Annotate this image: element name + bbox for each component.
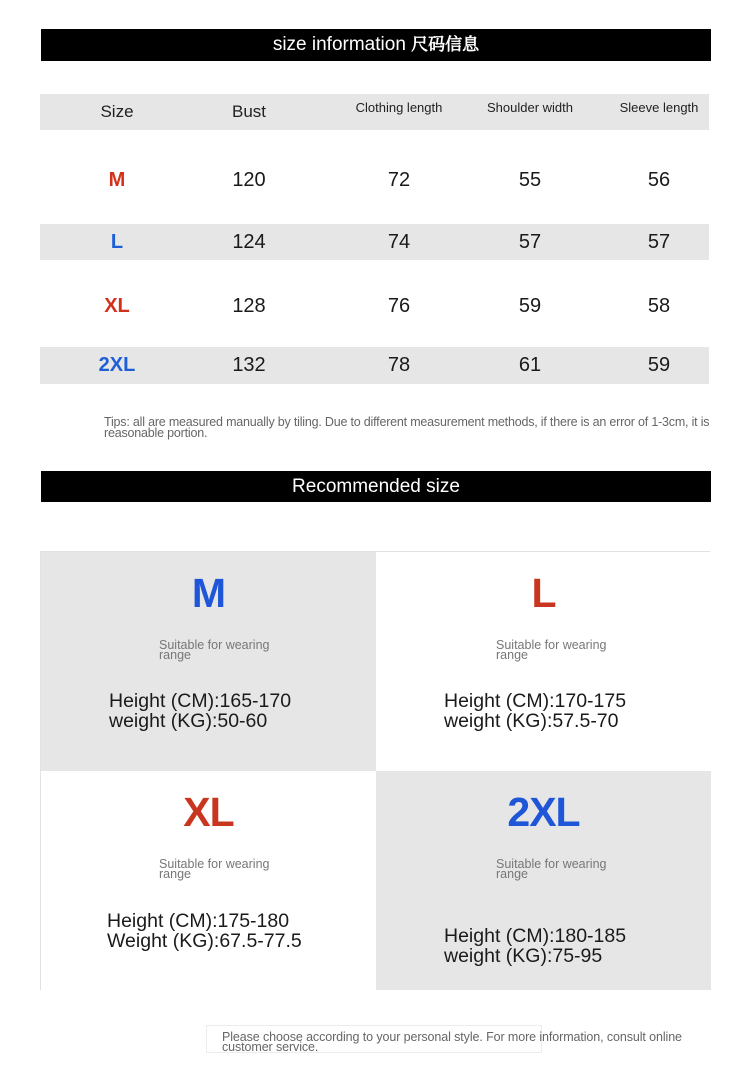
card-weight: weight (KG):75-95	[444, 945, 603, 967]
row-shoulder-width: 55	[518, 168, 542, 191]
recommended-size-header	[41, 471, 711, 502]
size-information-cjk-title: 尺码信息	[411, 35, 480, 55]
card-suitable-text: Suitable for wearing range	[159, 857, 270, 881]
row-sleeve-length: 58	[647, 294, 671, 317]
row-clothing-length: 78	[387, 354, 411, 376]
card-suitable-text: Suitable for wearing range	[159, 638, 270, 662]
row-clothing-length: 74	[387, 230, 411, 253]
card-height: Height (CM):180-185	[444, 925, 627, 947]
card-size-label: 2XL	[507, 789, 580, 835]
recommendation-grid	[40, 551, 710, 990]
recommended-size-title: Recommended size	[292, 476, 460, 497]
measurement-tips: Tips: all are measured manually by tiling. Due to different measurement methods, if there is an error of 1-3cm, it is reasonable portion.	[104, 415, 710, 440]
header-clothing-length: Clothing length	[355, 100, 443, 115]
row-size: 2XL	[98, 354, 136, 376]
header-bust: Bust	[231, 102, 267, 121]
row-bust: 124	[232, 230, 266, 253]
card-suitable-text: Suitable for wearing range	[496, 857, 607, 881]
row-size: XL	[104, 294, 130, 317]
row-bust: 128	[232, 294, 266, 317]
card-weight: weight (KG):50-60	[109, 710, 268, 732]
header-sleeve-length: Sleeve length	[619, 100, 699, 115]
header-shoulder-width: Shoulder width	[487, 100, 573, 115]
size-information-title: size information	[272, 34, 412, 55]
row-bust: 120	[232, 168, 266, 191]
table-header-row	[40, 94, 709, 130]
row-shoulder-width: 57	[518, 230, 542, 253]
row-clothing-length: 72	[387, 168, 411, 191]
card-weight: weight (KG):57.5-70	[444, 710, 619, 732]
recommend-card-m	[41, 552, 376, 771]
row-sleeve-length: 59	[647, 354, 671, 376]
card-size-label: XL	[183, 789, 234, 835]
row-shoulder-width: 59	[518, 294, 542, 317]
row-sleeve-length: 57	[647, 230, 671, 253]
header-size: Size	[100, 102, 134, 121]
row-size: M	[108, 168, 126, 191]
table-row	[40, 162, 709, 198]
row-clothing-length: 76	[387, 294, 411, 317]
size-information-header	[41, 29, 711, 61]
card-height: Height (CM):165-170	[109, 690, 292, 712]
recommend-card-xl	[41, 771, 376, 990]
card-size-label: M	[191, 570, 226, 616]
recommend-card-2xl	[376, 771, 711, 990]
size-table	[40, 94, 709, 384]
card-size-label: L	[531, 570, 556, 616]
card-height: Height (CM):175-180	[107, 910, 290, 932]
row-bust: 132	[232, 354, 266, 376]
table-row	[40, 347, 709, 384]
row-shoulder-width: 61	[518, 354, 542, 376]
footer-note: Please choose according to your personal style. For more information, consult online customer service.	[222, 1030, 682, 1054]
card-suitable-text: Suitable for wearing range	[496, 638, 607, 662]
table-row	[40, 288, 709, 324]
row-size: L	[110, 230, 124, 253]
card-weight: Weight (KG):67.5-77.5	[107, 930, 302, 952]
recommend-card-l	[376, 552, 711, 771]
table-row	[40, 224, 709, 260]
card-height: Height (CM):170-175	[444, 690, 627, 712]
row-sleeve-length: 56	[647, 168, 671, 191]
